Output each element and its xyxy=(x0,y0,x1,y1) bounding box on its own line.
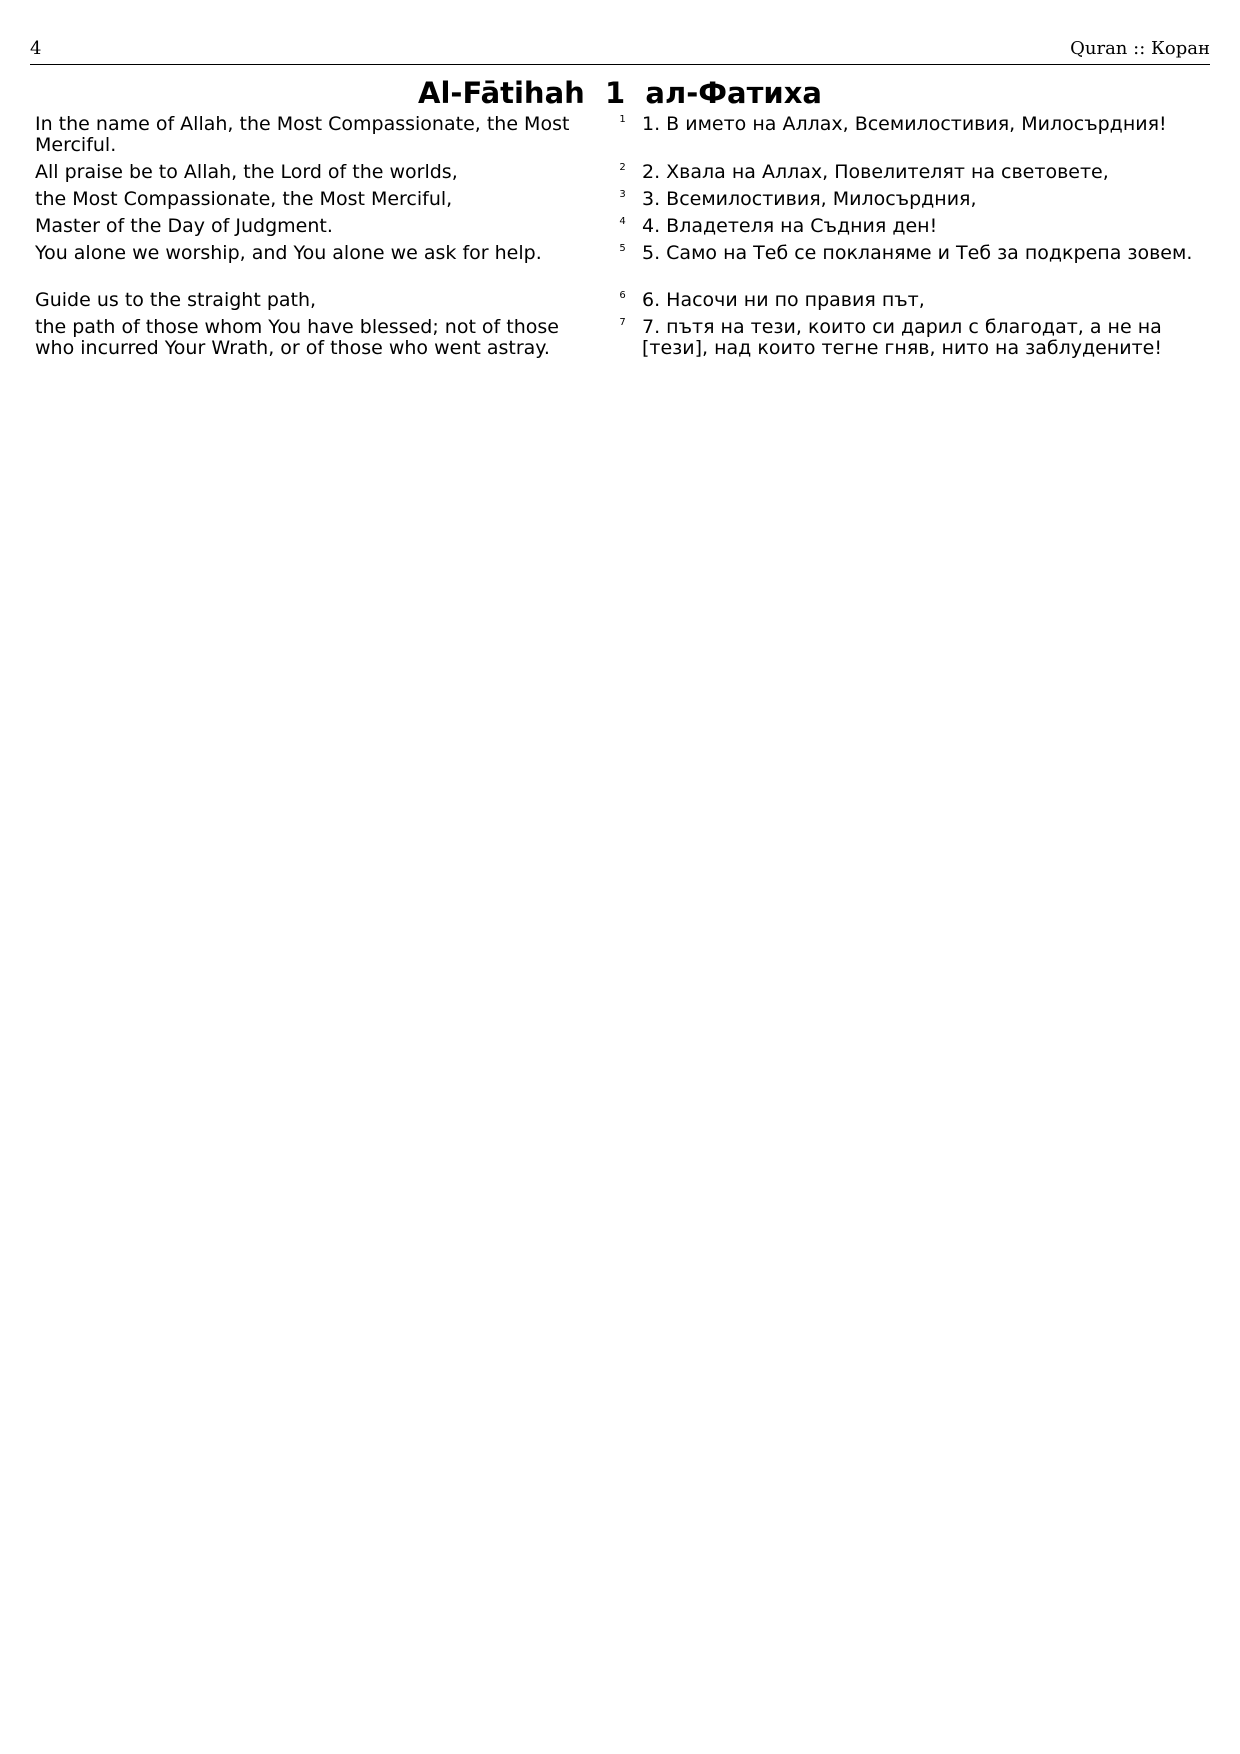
verse-row xyxy=(35,317,1210,359)
verse-text-en: the path of those whom You have blessed; not of those who incurred Your Wrath, or of those who went astray. xyxy=(35,316,559,359)
verse-row xyxy=(35,189,1210,210)
chapter-number: 1 xyxy=(605,76,626,110)
page-header xyxy=(30,36,1210,65)
verse-number: 7 xyxy=(619,317,626,328)
verse-number: 2 xyxy=(619,162,626,173)
verse-text-bg: 6. Насочи ни по правия път, xyxy=(642,289,925,311)
verse-text-bg: 2. Хвала на Аллах, Повелителят на световете, xyxy=(642,161,1109,183)
chapter-title-en: Al-Fātihah xyxy=(418,76,585,110)
verse-text-en: All praise be to Allah, the Lord of the worlds, xyxy=(35,161,458,183)
verse-row xyxy=(35,114,1210,156)
verse-row xyxy=(35,243,1210,264)
verse-text-en: Master of the Day of Judgment. xyxy=(35,215,333,237)
verse-number: 5 xyxy=(619,243,626,254)
verse-text-en: In the name of Allah, the Most Compassionate, the Most Merciful. xyxy=(35,113,570,156)
verse-table xyxy=(35,114,1210,365)
verse-text-bg: 5. Само на Теб се покланяме и Теб за подкрепа зовем. xyxy=(642,242,1193,264)
verse-number: 4 xyxy=(619,216,626,227)
verse-row xyxy=(35,162,1210,183)
verse-text-bg: 4. Владетеля на Съдния ден! xyxy=(642,215,938,237)
verse-number: 1 xyxy=(619,114,626,125)
chapter-title xyxy=(0,74,1240,112)
verse-text-en: the Most Compassionate, the Most Merciful, xyxy=(35,188,453,210)
verse-row xyxy=(35,216,1210,237)
verse-row xyxy=(35,290,1210,311)
running-title: Quran :: Коран xyxy=(1070,38,1210,59)
verse-number: 3 xyxy=(619,189,626,200)
chapter-title-bg: ал-Фатиха xyxy=(645,76,822,110)
verse-text-bg: 7. пътя на тези, които си дарил с благодат, а не на [тези], над които тегне гняв, нито на заблудените! xyxy=(642,316,1162,359)
verse-text-en: Guide us to the straight path, xyxy=(35,289,317,311)
verse-text-en: You alone we worship, and You alone we ask for help. xyxy=(35,242,542,264)
verse-text-bg: 1. В името на Аллах, Всемилостивия, Милосърдния! xyxy=(642,113,1167,135)
verse-number: 6 xyxy=(619,290,626,301)
page-number: 4 xyxy=(30,38,42,59)
verse-text-bg: 3. Всемилостивия, Милосърдния, xyxy=(642,188,977,210)
